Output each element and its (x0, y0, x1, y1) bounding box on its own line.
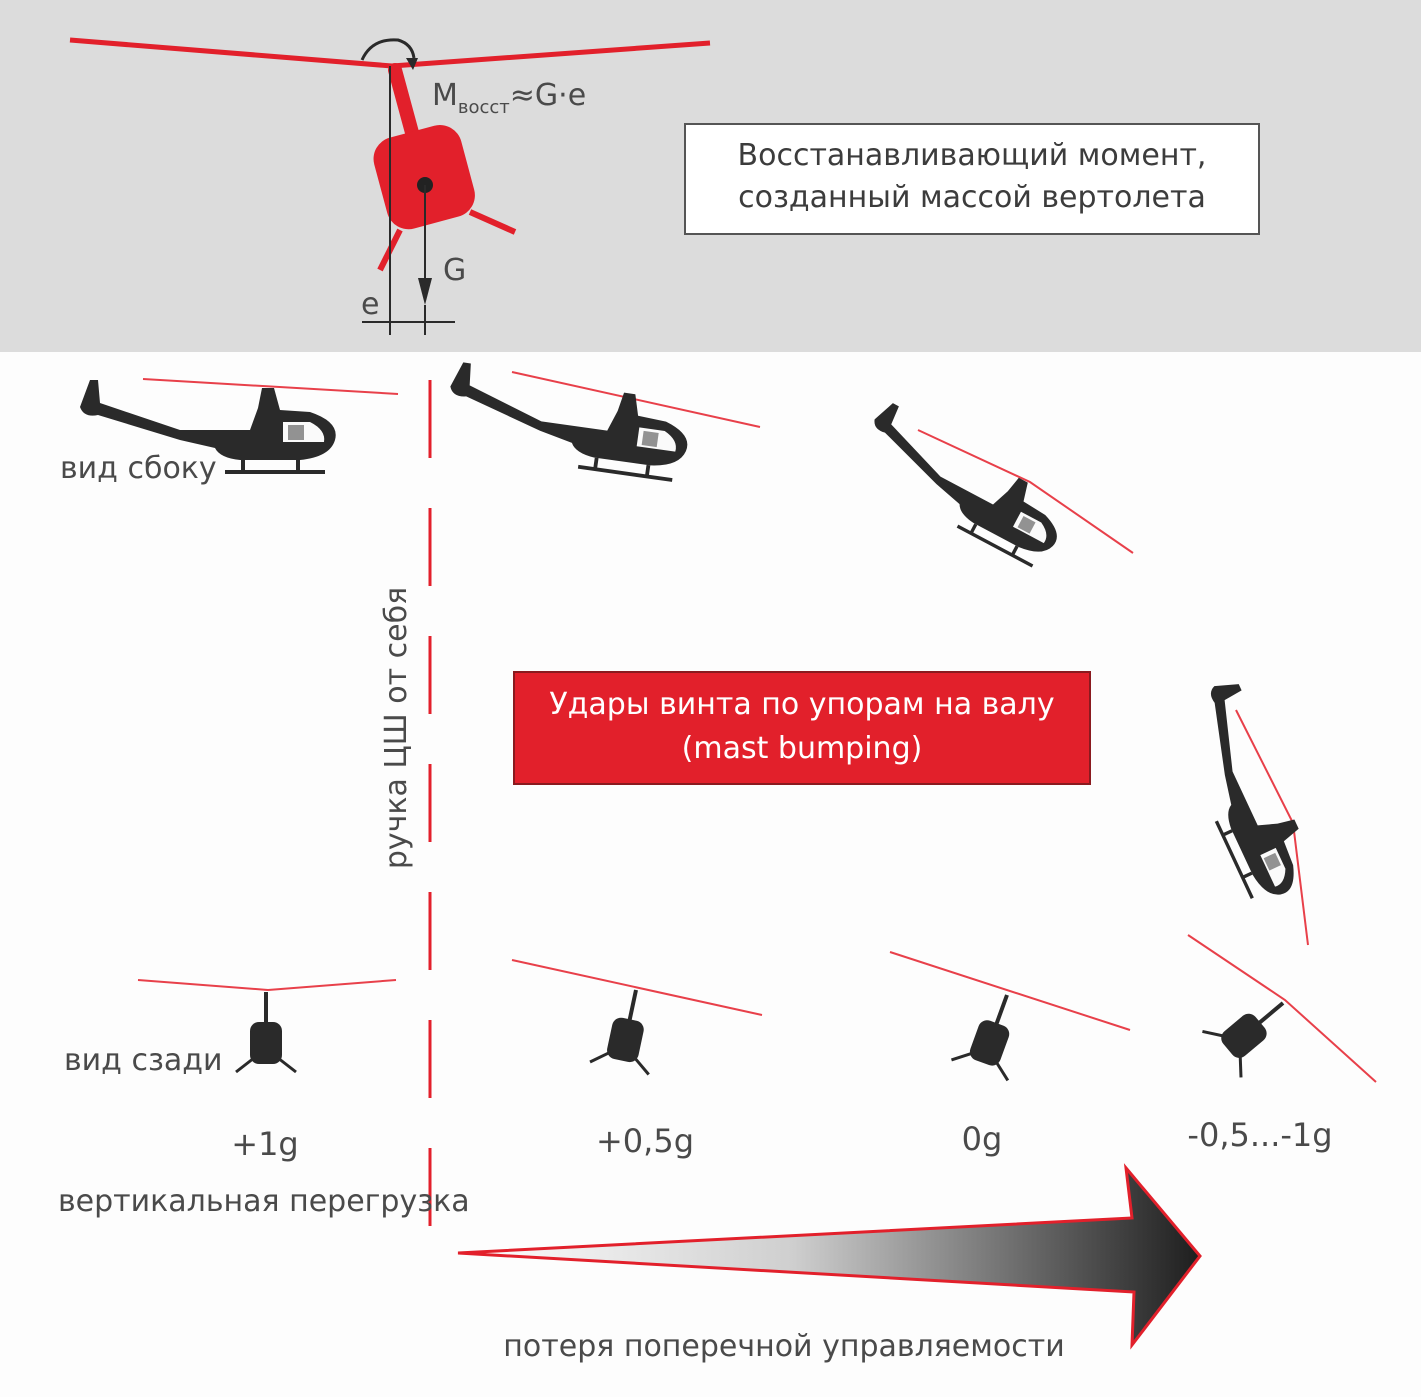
moment-formula: $M_{восст}\approx G\cdot e$ (432, 78, 587, 118)
rear-view-helicopter-3 (890, 952, 1130, 1080)
side-view-helicopter-2 (442, 361, 760, 481)
load-factor-caption: вертикальная перегрузка (58, 1184, 470, 1219)
mast-bumping-line1: Удары винта по упорам на валу (549, 687, 1055, 722)
restoring-moment-line1: Восстанавливающий момент, (737, 138, 1207, 173)
restoring-moment-line2: созданный массой вертолета (738, 180, 1206, 215)
control-loss-arrow (458, 1168, 1200, 1345)
load-factor-3: 0g (961, 1120, 1003, 1158)
rear-view-helicopter-4 (1188, 935, 1376, 1082)
load-factor-1: +1g (231, 1125, 299, 1163)
side-view-helicopter-4 (1164, 676, 1327, 945)
load-factor-4: -0,5...-1g (1187, 1116, 1333, 1154)
mast-bumping-line2: (mast bumping) (681, 731, 923, 766)
load-factor-2: +0,5g (595, 1122, 695, 1160)
side-view-helicopter-3 (849, 399, 1133, 570)
vertical-axis-label: ручка ЦШ от себя (379, 586, 414, 870)
side-view-label: вид сбоку (60, 451, 217, 486)
weight-label: G (443, 253, 467, 288)
offset-label: e (361, 287, 380, 322)
rear-view-helicopter-2 (512, 960, 762, 1074)
arrow-caption: потеря поперечной управляемости (503, 1329, 1065, 1364)
rear-view-label: вид сзади (64, 1043, 223, 1078)
